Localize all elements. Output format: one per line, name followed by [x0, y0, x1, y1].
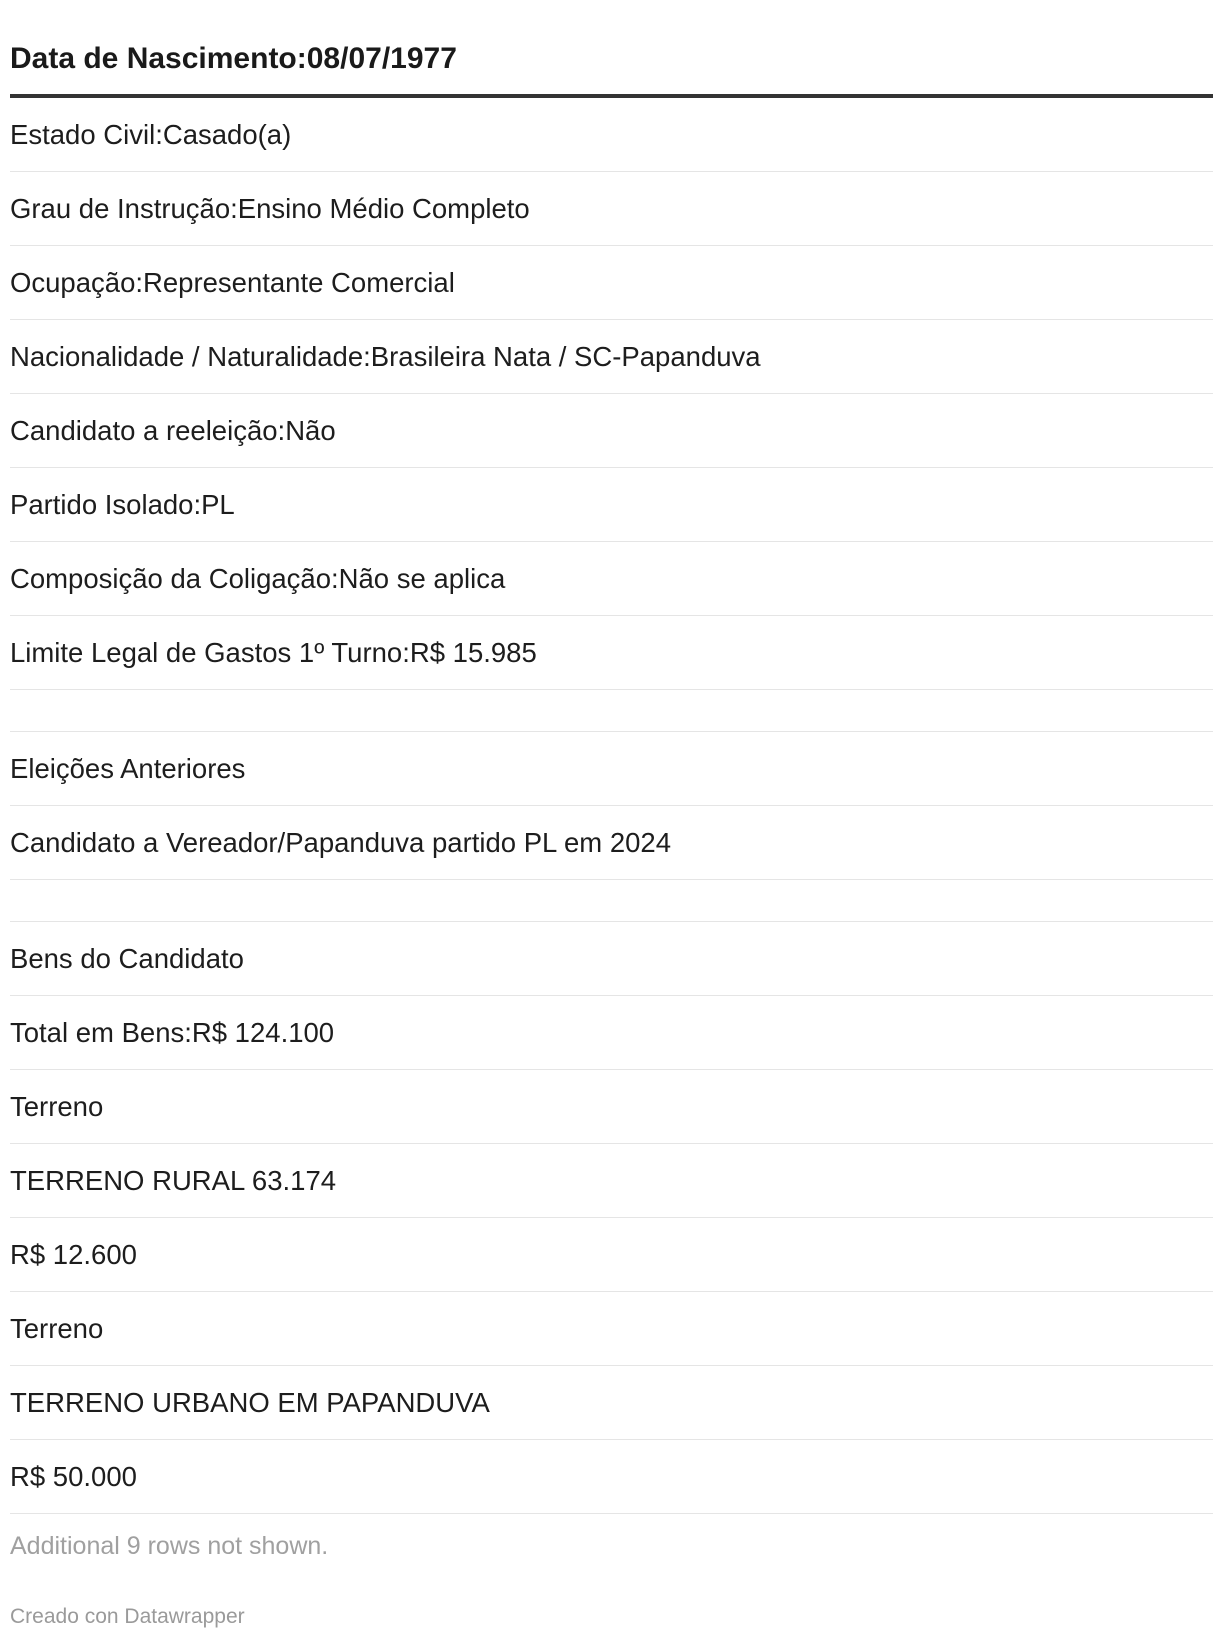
table-row — [10, 616, 1213, 690]
table-cell: Limite Legal de Gastos 1º Turno:R$ 15.985 — [10, 636, 537, 668]
table-row — [10, 98, 1213, 172]
table-row — [10, 690, 1213, 732]
table-body — [10, 98, 1213, 1514]
table-cell: Composição da Coligação:Não se aplica — [10, 562, 506, 594]
table-header — [10, 0, 1213, 98]
table-row — [10, 1440, 1213, 1514]
table-cell: Terreno — [10, 1312, 104, 1344]
table-cell: Total em Bens:R$ 124.100 — [10, 1016, 335, 1048]
table-row — [10, 806, 1213, 880]
table-row — [10, 922, 1213, 996]
table-row — [10, 468, 1213, 542]
table-row — [10, 246, 1213, 320]
table-row — [10, 880, 1213, 922]
table-cell: Bens do Candidato — [10, 942, 244, 974]
table-row — [10, 542, 1213, 616]
table-cell: Candidato a Vereador/Papanduva partido PL em 2024 — [10, 826, 671, 858]
table-row — [10, 320, 1213, 394]
table-cell: Ocupação:Representante Comercial — [10, 266, 455, 298]
table-notes: Additional 9 rows not shown. — [10, 1532, 329, 1560]
table-cell: Nacionalidade / Naturalidade:Brasileira Nata / SC-Papanduva — [10, 340, 761, 372]
table-row — [10, 1070, 1213, 1144]
header-cell: Data de Nascimento:08/07/1977 — [10, 42, 457, 75]
table-row — [10, 394, 1213, 468]
table-row — [10, 1292, 1213, 1366]
table-cell: Grau de Instrução:Ensino Médio Completo — [10, 192, 530, 224]
table-row — [10, 1218, 1213, 1292]
table-cell: Candidato a reeleição:Não — [10, 414, 336, 446]
table-row — [10, 172, 1213, 246]
table-row — [10, 1366, 1213, 1440]
table-row — [10, 732, 1213, 806]
table-cell: Partido Isolado:PL — [10, 488, 235, 520]
credit-footer: Creado con Datawrapper — [10, 1605, 245, 1628]
table-cell: Estado Civil:Casado(a) — [10, 118, 292, 150]
table-cell: R$ 50.000 — [10, 1460, 137, 1492]
table-row — [10, 996, 1213, 1070]
data-table — [10, 0, 1213, 1514]
table-cell: TERRENO URBANO EM PAPANDUVA — [10, 1386, 490, 1418]
table-cell: Terreno — [10, 1090, 104, 1122]
table-cell: Eleições Anteriores — [10, 752, 246, 784]
table-cell: TERRENO RURAL 63.174 — [10, 1164, 337, 1196]
table-row — [10, 1144, 1213, 1218]
table-cell: R$ 12.600 — [10, 1238, 137, 1270]
